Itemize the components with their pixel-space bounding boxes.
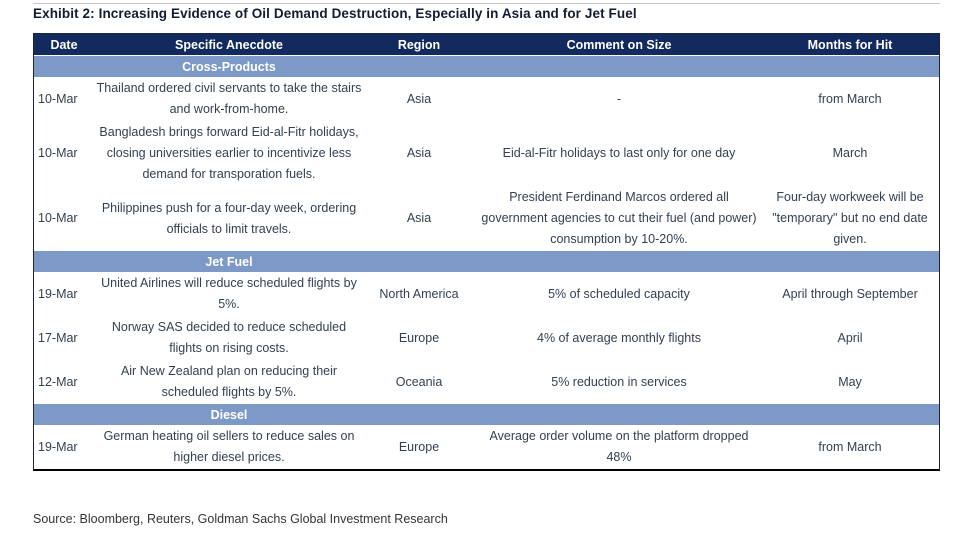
cell-anecdote: Bangladesh brings forward Eid-al-Fitr holidays, closing universities earlier to incentivize less demand for transporation fuels. (99, 125, 359, 181)
table-row (34, 425, 939, 469)
cell-comment: 4% of average monthly flights (537, 330, 701, 345)
section-row (34, 251, 939, 272)
section-label: Jet Fuel (205, 255, 253, 269)
exhibit-table (33, 33, 940, 471)
cell-comment: Eid-al-Fitr holidays to last only for one day (502, 146, 736, 160)
cell-date: 10-Mar (38, 146, 78, 160)
column-header-comment: Comment on Size (566, 38, 672, 52)
column-header-months: Months for Hit (807, 38, 893, 52)
cell-anecdote: United Airlines will reduce scheduled flights by 5%. (101, 276, 357, 311)
cell-anecdote: German heating oil sellers to reduce sales on higher diesel prices. (103, 429, 355, 464)
cell-date: 12-Mar (38, 374, 78, 389)
cell-months: from March (818, 439, 882, 454)
cell-anecdote: Thailand ordered civil servants to take the stairs and work-from-home. (96, 81, 362, 116)
cell-region: Europe (398, 439, 440, 454)
cell-comment: - (616, 91, 622, 106)
source-note: Source: Bloomberg, Reuters, Goldman Sachs Global Investment Research (33, 512, 448, 526)
cell-date: 17-Mar (38, 330, 78, 345)
section-row (34, 56, 939, 77)
header-row (34, 34, 939, 56)
top-rule (33, 3, 940, 4)
cell-comment: President Ferdinand Marcos ordered all government agencies to cut their fuel (and power) consumption by 10-20%. (481, 190, 757, 246)
column-header-region: Region (397, 38, 441, 52)
table-row (34, 121, 939, 186)
cell-months: May (838, 374, 862, 389)
column-header-anecdote: Specific Anecdote (175, 38, 283, 52)
cell-comment: 5% of scheduled capacity (548, 286, 690, 301)
cell-anecdote: Philippines push for a four-day week, ordering officials to limit travels. (101, 200, 357, 236)
cell-date: 19-Mar (38, 286, 78, 301)
cell-anecdote: Norway SAS decided to reduce scheduled flights on rising costs. (111, 320, 347, 355)
table-row (34, 360, 939, 404)
cell-date: 10-Mar (38, 211, 78, 225)
cell-date: 10-Mar (38, 91, 78, 106)
table-body (34, 56, 939, 469)
cell-comment: Average order volume on the platform dropped 48% (489, 429, 749, 464)
section-label: Diesel (210, 408, 248, 422)
table-row (34, 77, 939, 121)
column-header-date: Date (50, 38, 78, 52)
cell-comment: 5% reduction in services (551, 374, 687, 389)
cell-region: Asia (406, 211, 432, 225)
cell-region: North America (379, 286, 459, 301)
section-row (34, 404, 939, 425)
page-title: Exhibit 2: Increasing Evidence of Oil Demand Destruction, Especially in Asia and for Jet Fuel (33, 6, 637, 21)
cell-months: from March (818, 91, 882, 106)
cell-months: Four-day workweek will be "temporary" but no end date given. (772, 190, 928, 246)
cell-anecdote: Air New Zealand plan on reducing their scheduled flights by 5%. (120, 364, 338, 399)
cell-date: 19-Mar (38, 439, 78, 454)
cell-region: Asia (406, 146, 432, 160)
section-label: Cross-Products (182, 60, 276, 74)
cell-months: April (837, 330, 863, 345)
cell-months: March (832, 146, 868, 160)
table-row (34, 272, 939, 316)
cell-months: April through September (782, 286, 918, 301)
cell-region: Asia (406, 91, 432, 106)
table-row (34, 316, 939, 360)
table-row (34, 186, 939, 251)
cell-region: Europe (398, 330, 440, 345)
cell-region: Oceania (395, 374, 443, 389)
